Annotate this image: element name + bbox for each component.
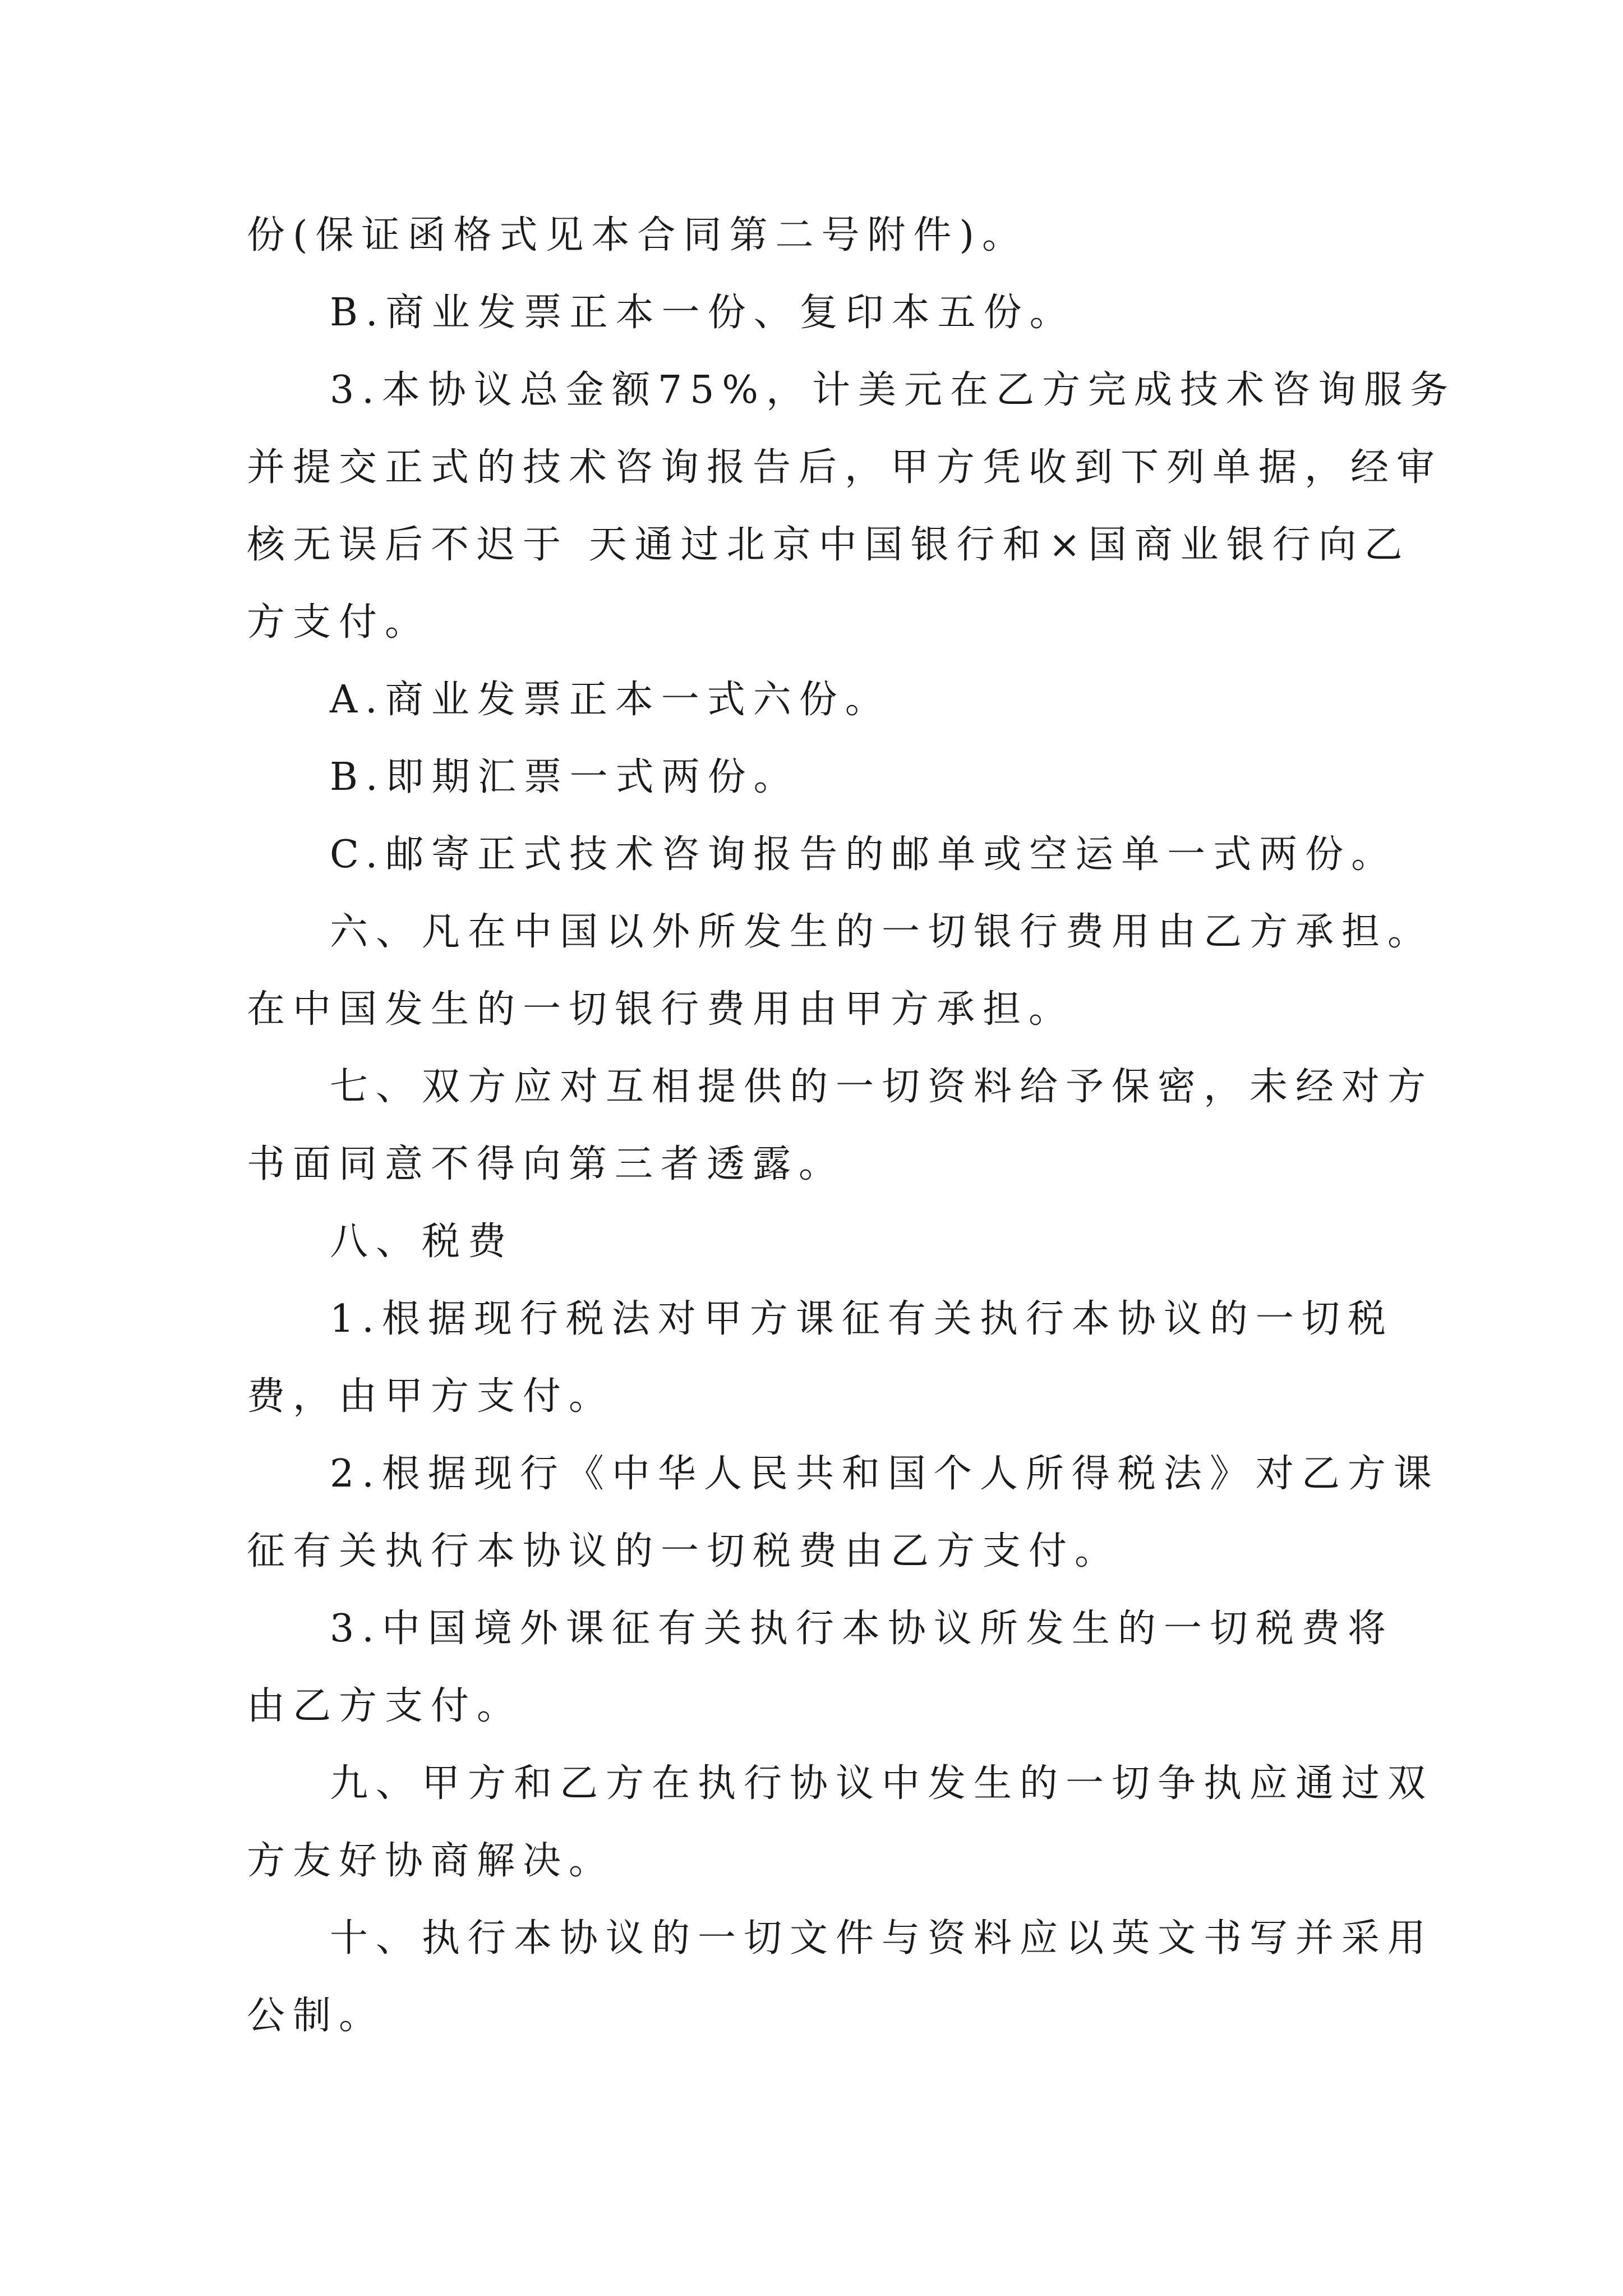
text-line-19: 3.中国境外课征有关执行本协议所发生的一切税费将	[330, 1607, 1394, 1651]
text-line-12: 七、双方应对互相提供的一切资料给予保密，未经对方	[330, 1065, 1434, 1109]
text-line-3: 3.本协议总金额75%，计美元在乙方完成技术咨询服务	[330, 368, 1456, 412]
text-line-16: 费，由甲方支付。	[247, 1374, 615, 1419]
text-line-23: 十、执行本协议的一切文件与资料应以英文书写并采用	[330, 1916, 1434, 1961]
text-line-4: 并提交正式的技术咨询报告后，甲方凭收到下列单据，经审	[247, 445, 1443, 490]
text-line-18: 征有关执行本协议的一切税费由乙方支付。	[247, 1529, 1121, 1573]
text-line-1: 份(保证函格式见本合同第二号附件)。	[247, 213, 1029, 257]
text-line-2: B.商业发票正本一份、复印本五份。	[330, 291, 1076, 335]
text-line-10: 六、凡在中国以外所发生的一切银行费用由乙方承担。	[330, 910, 1434, 954]
text-line-14: 八、税费	[330, 1220, 514, 1264]
text-line-6: 方支付。	[247, 600, 431, 645]
text-line-21: 九、甲方和乙方在执行协议中发生的一切争执应通过双	[330, 1761, 1434, 1806]
text-line-8: B.即期汇票一式两份。	[330, 755, 800, 799]
text-line-5: 核无误后不迟于 天通过北京中国银行和×国商业银行向乙	[247, 523, 1410, 567]
text-line-7: A.商业发票正本一式六份。	[330, 678, 891, 722]
text-line-15: 1.根据现行税法对甲方课征有关执行本协议的一切税	[330, 1297, 1394, 1341]
text-line-11: 在中国发生的一切银行费用由甲方承担。	[247, 987, 1075, 1032]
text-line-20: 由乙方支付。	[247, 1684, 523, 1728]
text-line-22: 方友好协商解决。	[247, 1839, 615, 1883]
text-line-9: C.邮寄正式技术咨询报告的邮单或空运单一式两份。	[330, 832, 1398, 877]
text-line-17: 2.根据现行《中华人民共和国个人所得税法》对乙方课	[330, 1452, 1440, 1496]
text-line-24: 公制。	[247, 1994, 385, 2038]
text-line-13: 书面同意不得向第三者透露。	[247, 1142, 845, 1186]
